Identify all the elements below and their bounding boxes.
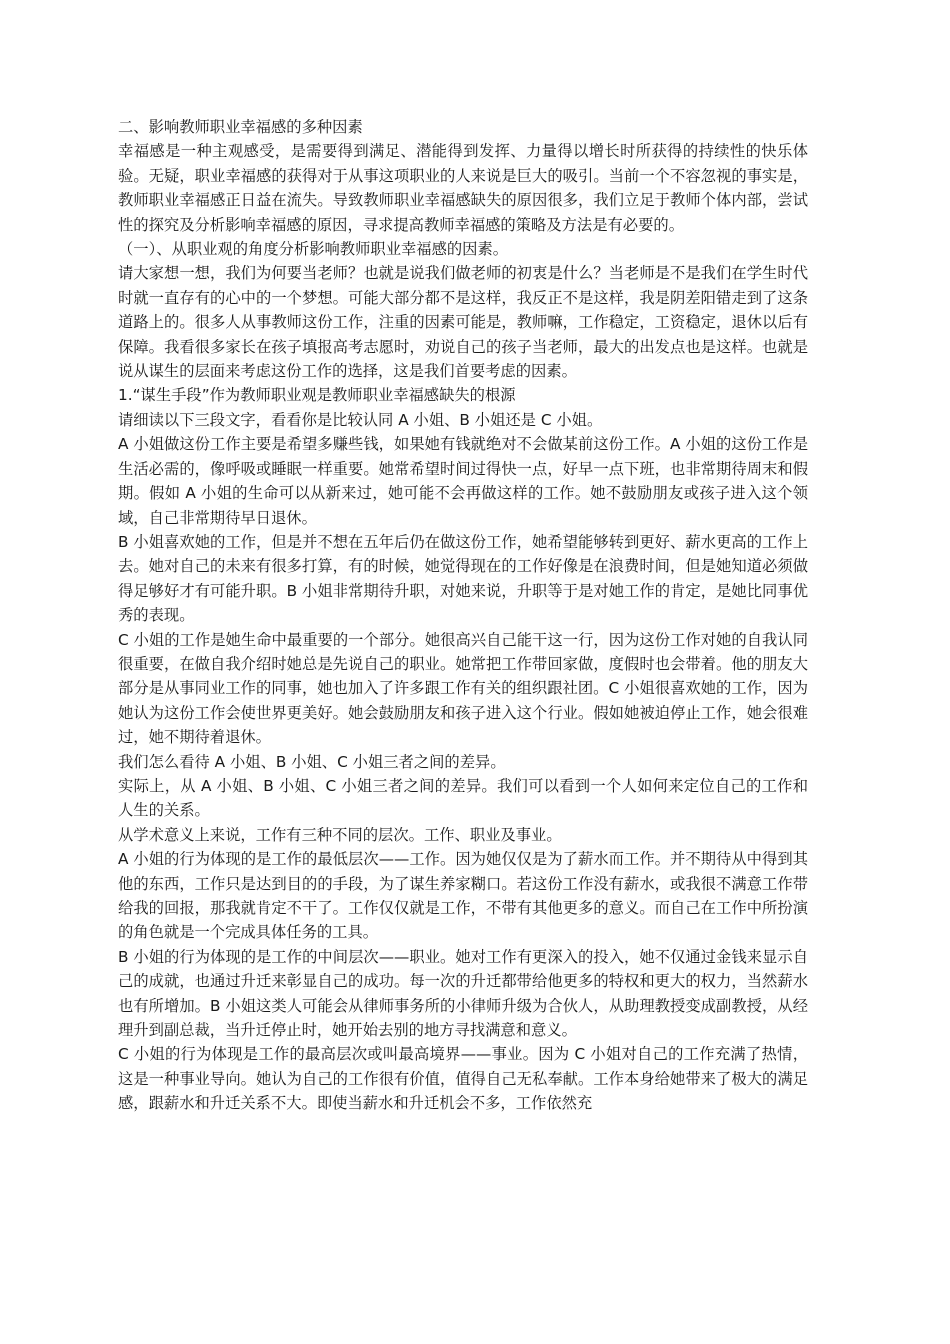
body-paragraph: 从学术意义上来说，工作有三种不同的层次。工作、职业及事业。: [118, 825, 562, 844]
subsection-heading: （一）、从职业观的角度分析影响教师职业幸福感的因素。: [118, 240, 509, 259]
miss-c-analysis: C 小姐的行为体现是工作的最高层次或叫最高境界——事业。因为 C 小姐对自己的工作充满了热情，这是一种事业导向。她认为自己的工作很有价值，值得自己无私奉献。工作本身给她带来了极大的满足感，跟薪水和升迁关系不大。即使当薪水和升迁机会不多，工作依然充: [118, 1045, 808, 1113]
intro-paragraph: 幸福感是一种主观感受，是需要得到满足、潜能得到发挥、力量得以增长时所获得的持续性的快乐体验。无疑，职业幸福感的获得对于从事这项职业的人来说是巨大的吸引。当前一个不容忽视的事实是，教师职业幸福感正日益在流失。导致教师职业幸福感缺失的原因很多，我们立足于教师个体内部，尝试性的探究及分析影响幸福感的原因，寻求提高教师幸福感的策略及方法是有必要的。: [118, 142, 808, 234]
body-paragraph: 请细读以下三段文字，看看你是比较认同 A 小姐、B 小姐还是 C 小姐。: [118, 410, 603, 429]
body-paragraph: 实际上，从 A 小姐、B 小姐、C 小姐三者之间的差异。我们可以看到一个人如何来定位自己的工作和人生的关系。: [118, 776, 808, 820]
body-paragraph: 请大家想一想，我们为何要当老师？也就是说我们做老师的初衷是什么？当老师是不是我们在学生时代时就一直存有的心中的一个梦想。可能大部分都不是这样，我反正不是这样，我是阴差阳错走到了这条道路上的。很多人从事教师这份工作，注重的因素可能是，教师嘛，工作稳定，工资稳定，退休以后有保障。我看很多家长在孩子填报高考志愿时，劝说自己的孩子当老师，最大的出发点也是这样。也就是说从谋生的层面来考虑这份工作的选择，这是我们首要考虑的因素。: [118, 264, 808, 381]
miss-b-analysis: B 小姐的行为体现的是工作的中间层次——职业。她对工作有更深入的投入，她不仅通过金钱来显示自己的成就，也通过升迁来彰显自己的成功。每一次的升迁都带给他更多的特权和更大的权力，当然薪水也有所增加。B 小姐这类人可能会从律师事务所的小律师升级为合伙人，从助理教授变成副教授，从经理升到副总裁，当升迁停止时，她开始去别的地方寻找满意和意义。: [118, 947, 808, 1040]
miss-c-paragraph: C 小姐的工作是她生命中最重要的一个部分。她很高兴自己能干这一行，因为这份工作对她的自我认同很重要，在做自我介绍时她总是先说自己的职业。她常把工作带回家做，度假时也会带着。他的朋友大部分是从事同业工作的同事，她也加入了许多跟工作有关的组织跟社团。C 小姐很喜欢她的工作，因为她认为这份工作会使世界更美好。她会鼓励朋友和孩子进入这个行业。假如她被迫停止工作，她会很难过，她不期待着退休。: [118, 630, 808, 747]
body-paragraph: 我们怎么看待 A 小姐、B 小姐、C 小姐三者之间的差异。: [118, 752, 506, 771]
miss-a-paragraph: A 小姐做这份工作主要是希望多赚些钱，如果她有钱就绝对不会做某前这份工作。A 小姐的这份工作是生活必需的，像呼吸或睡眠一样重要。她常希望时间过得快一点，好早一点下班，也非常期待周末和假期。假如 A 小姐的生命可以从新来过，她可能不会再做这样的工作。她不鼓励朋友或孩子进入这个领域，自己非常期待早日退休。: [118, 435, 808, 527]
section-heading: 二、影响教师职业幸福感的多种因素: [118, 118, 363, 136]
numbered-heading: 1.“谋生手段”作为教师职业观是教师职业幸福感缺失的根源: [118, 386, 516, 405]
document-body: [118, 115, 808, 1116]
miss-a-analysis: A 小姐的行为体现的是工作的最低层次——工作。因为她仅仅是为了薪水而工作。并不期待从中得到其他的东西，工作只是达到目的的手段，为了谋生养家糊口。若这份工作没有薪水，或我很不满意工作带给我的回报，那我就肯定不干了。工作仅仅就是工作，不带有其他更多的意义。而自己在工作中所扮演的角色就是一个完成具体任务的工具。: [118, 850, 808, 942]
miss-b-paragraph: B 小姐喜欢她的工作，但是并不想在五年后仍在做这份工作，她希望能够转到更好、薪水更高的工作上去。她对自己的未来有很多打算，有的时候，她觉得现在的工作好像是在浪费时间，但是她知道必须做得足够好才有可能升职。B 小姐非常期待升职，对她来说，升职等于是对她工作的肯定，是她比同事优秀的表现。: [118, 532, 808, 625]
